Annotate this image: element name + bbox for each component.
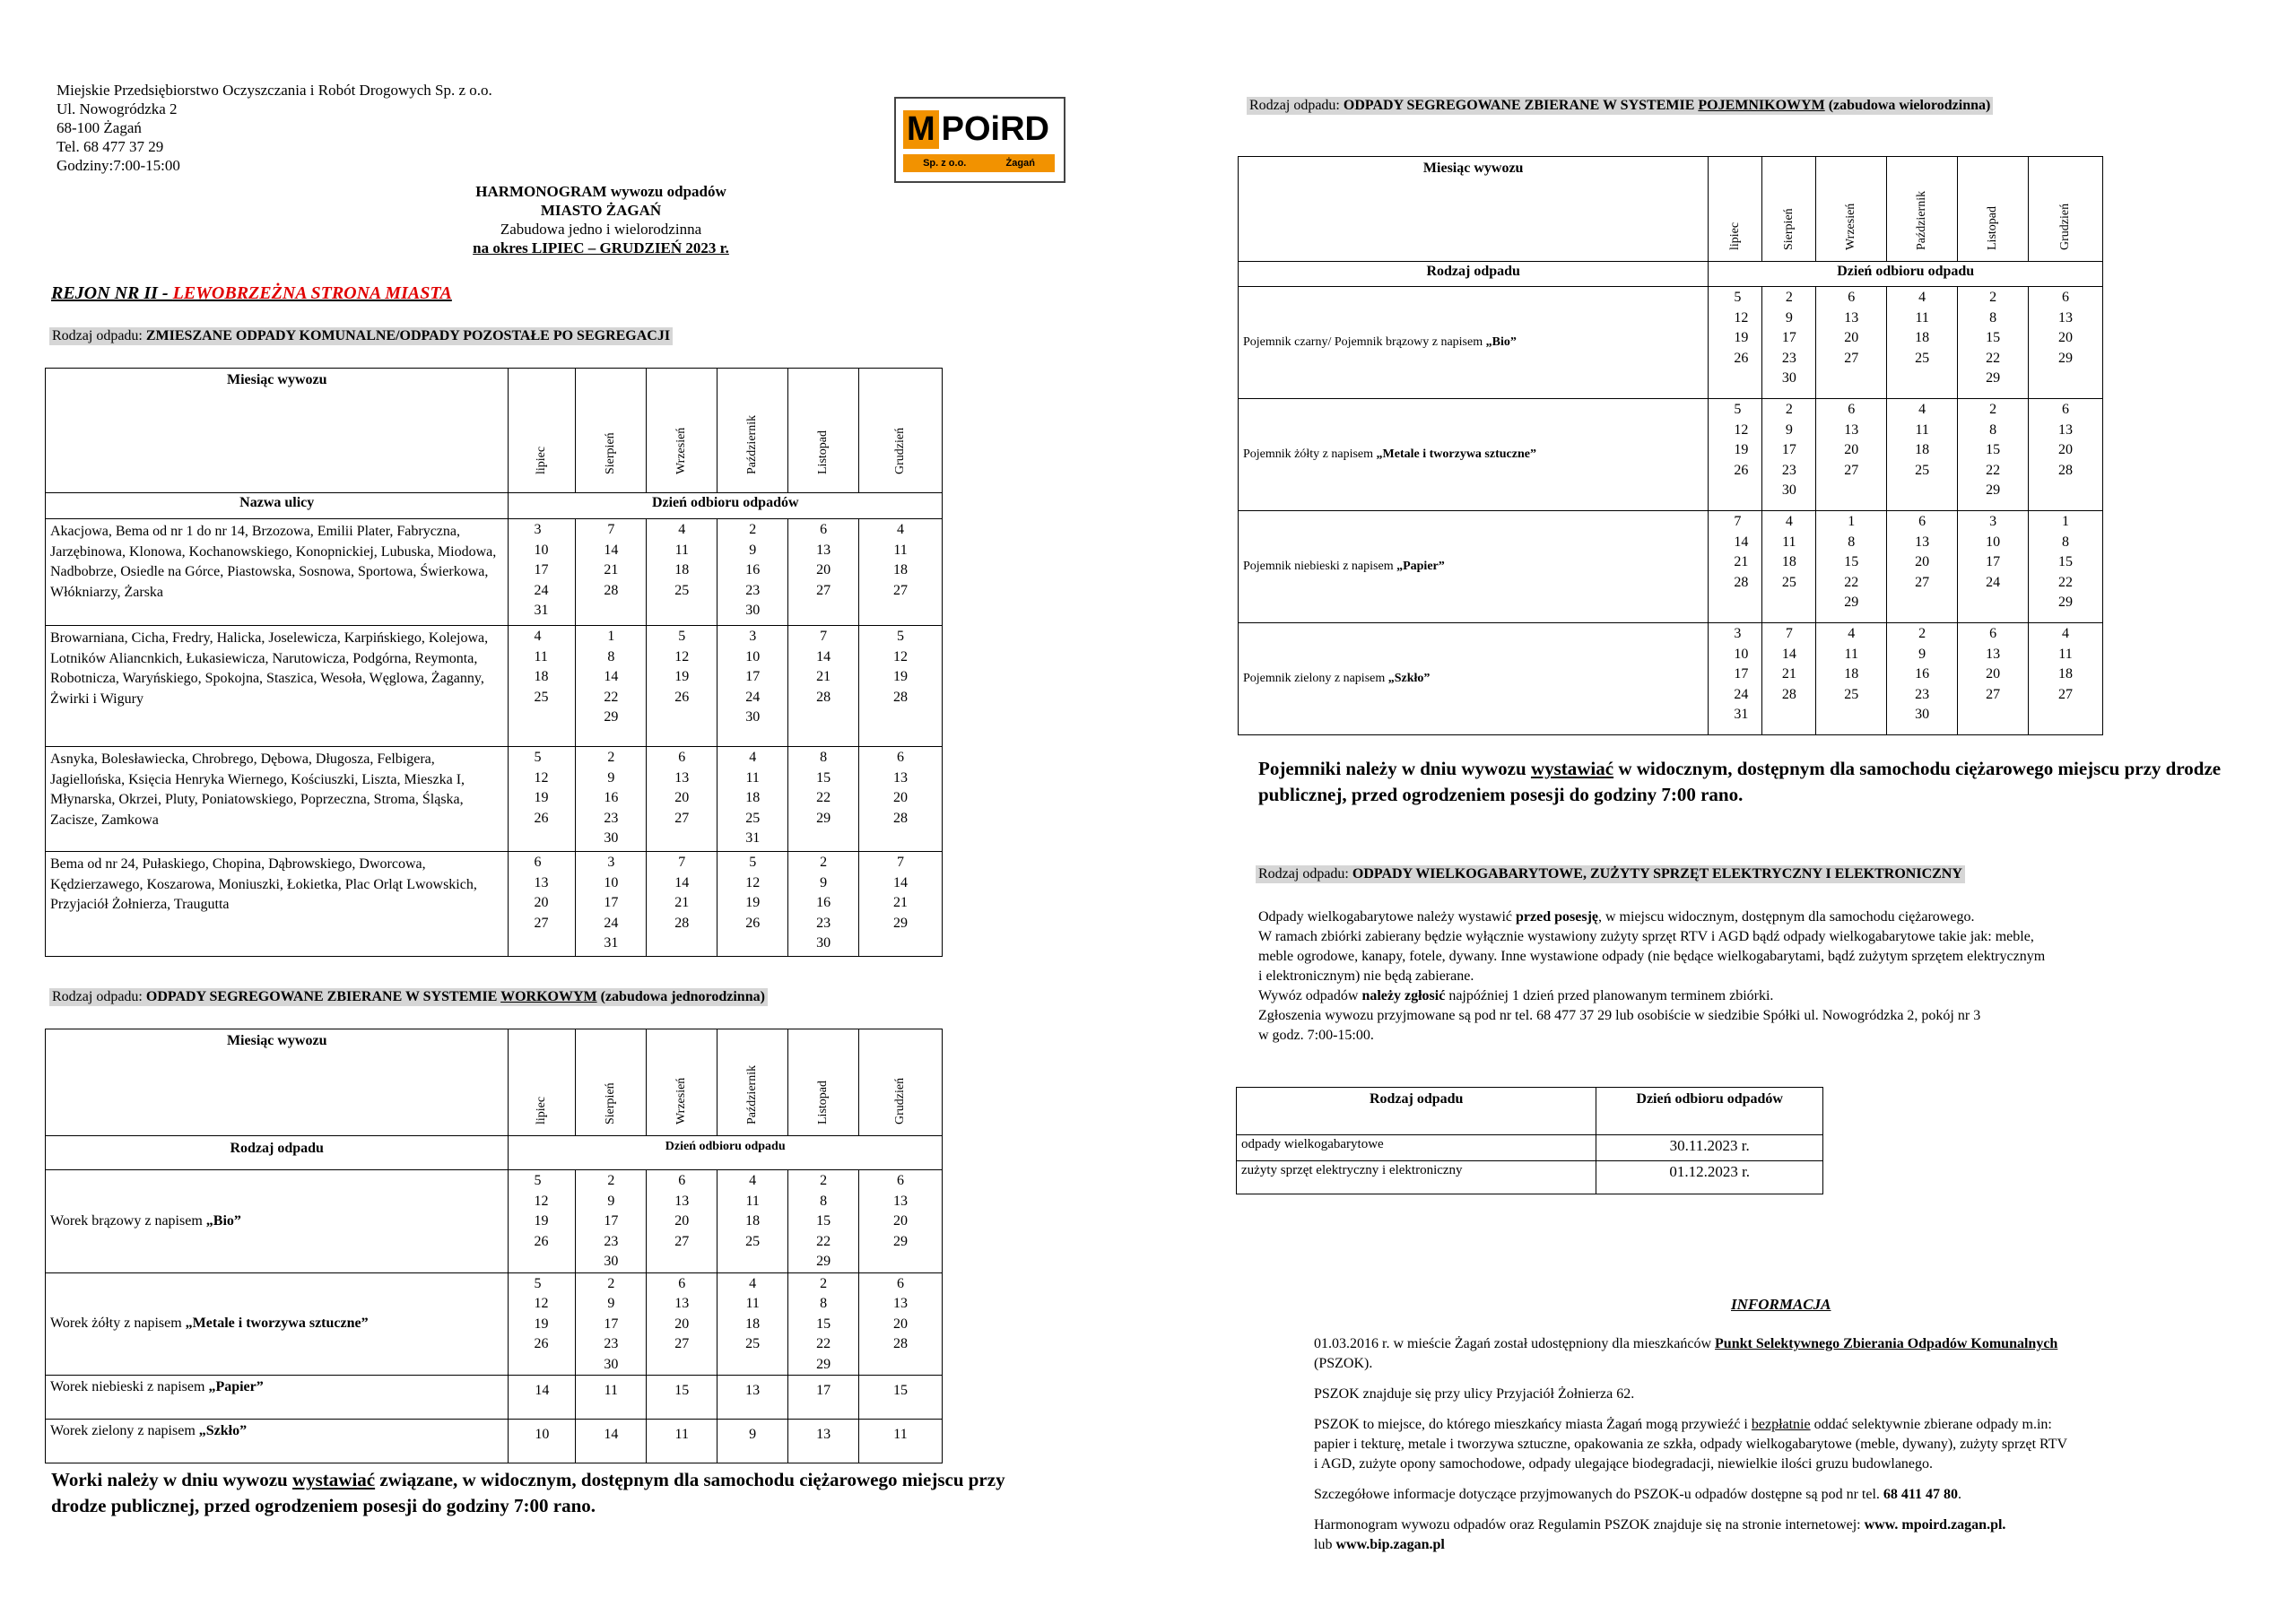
days-cell: 4 11 18 27 — [859, 519, 943, 626]
days-cell: 7 14 21 28 — [1762, 623, 1816, 735]
company-line: Miejskie Przedsiębiorstwo Oczyszczania i Robót Drogowych Sp. z o.o. — [57, 82, 492, 99]
title-line3: Zabudowa jedno i wielorodzinna — [500, 221, 702, 238]
days-cell: 6 13 20 29 — [859, 1170, 943, 1273]
table-row — [1237, 1161, 1823, 1194]
days-cell: 4 11 18 25 — [1816, 623, 1887, 735]
days-cell: 1 8 15 22 29 — [1816, 511, 1887, 623]
month-header: Miesiąc wywozu — [1239, 157, 1709, 262]
days-cell: 9 — [718, 1420, 788, 1463]
days-cell: 6 13 20 27 — [647, 1170, 718, 1273]
street-list: Bema od nr 24, Pułaskiego, Chopina, Dąbrowskiego, Dworcowa, Kędzierzawego, Koszarowa, Moniuszki, Łokietka, Plac Orląt Lwowskich, Przyjaciół Żołnierza, Traugutta — [46, 852, 509, 957]
days-cell: 4 11 18 25 — [1887, 287, 1958, 399]
company-logo — [894, 97, 1065, 183]
month-label: Listopad — [1986, 206, 2000, 250]
table-row — [1239, 399, 2103, 511]
month-header: Miesiąc wywozu — [46, 1029, 509, 1136]
bag-notice: Worki należy w dniu wywozu wystawiać związane, w widocznym, dostępnym dla samochodu ciężarowego miejscu przy drodze publicznej, przed ogrodzeniem posesji do godziny 7:00 rano. — [51, 1469, 1005, 1516]
waste-type: Worek zielony z napisem „Szkło” — [46, 1420, 509, 1463]
month-label: Wrzesień — [1844, 203, 1858, 250]
month-label: Listopad — [816, 430, 831, 474]
table-row — [46, 1420, 943, 1463]
section-bag-system — [49, 988, 768, 1006]
logo-left: Sp. z o.o. — [923, 158, 967, 169]
days-cell: 6 13 20 27 — [788, 519, 859, 626]
waste-type: Pojemnik niebieski z napisem „Papier” — [1239, 511, 1709, 623]
month-label: lipiec — [535, 446, 549, 474]
waste-type: odpady wielkogabarytowe — [1237, 1135, 1596, 1161]
company-line: Tel. 68 477 37 29 — [57, 138, 164, 155]
month-label: lipiec — [1727, 221, 1742, 250]
region-heading — [51, 283, 452, 304]
bag-system-table — [45, 1029, 943, 1463]
month-label: lipiec — [535, 1096, 549, 1125]
days-cell: 6 13 20 27 — [509, 852, 576, 957]
days-cell: 5 12 19 26 — [509, 747, 576, 852]
days-cell: 4 11 18 25 — [1887, 399, 1958, 511]
days-cell: 2 9 16 23 30 — [1887, 623, 1958, 735]
region-prefix: REJON NR II - — [51, 283, 173, 303]
days-cell: 5 12 19 28 — [859, 626, 943, 747]
bulky-waste-table — [1236, 1087, 1823, 1194]
days-cell: 15 — [647, 1376, 718, 1420]
days-cell: 1 8 14 22 29 — [576, 626, 647, 747]
waste-type: Worek żółty z napisem „Metale i tworzywa sztuczne” — [46, 1272, 509, 1376]
days-cell: 6 13 20 27 — [1816, 399, 1887, 511]
days-cell: 6 13 20 29 — [2029, 287, 2103, 399]
section-title: ODPADY SEGREGOWANE ZBIERANE W SYSTEMIE — [145, 989, 501, 1004]
company-line: Godziny:7:00-15:00 — [57, 157, 180, 174]
days-cell: 2 8 15 22 29 — [1958, 287, 2029, 399]
table-row — [46, 747, 943, 852]
company-line: 68-100 Żagań — [57, 119, 142, 136]
days-cell: 6 13 20 28 — [859, 747, 943, 852]
table-row — [1239, 511, 2103, 623]
section-prefix: Rodzaj odpadu: — [1258, 866, 1352, 881]
days-cell: 6 13 20 27 — [1887, 511, 1958, 623]
days-cell: 2 9 17 23 30 — [576, 1272, 647, 1376]
days-cell: 6 13 20 27 — [1816, 287, 1887, 399]
container-system-table — [1238, 156, 2103, 735]
section-title: ODPADY SEGREGOWANE ZBIERANE W SYSTEMIE — [1343, 98, 1699, 113]
pickup-date: 01.12.2023 r. — [1596, 1161, 1823, 1194]
days-cell: 3 10 17 24 31 — [509, 519, 576, 626]
street-list: Asnyka, Bolesławiecka, Chrobrego, Dębowa, Długosza, Felbigera, Jagiellońska, Księcia Henryka Wiernego, Kościuszki, Liszta, Mieszka I, Młynarska, Okrzei, Pluty, Poniatowskiego, Poprzeczna, Stroma, Śląska, Zacisze, Zamkowa — [46, 747, 509, 852]
table-row — [46, 1272, 943, 1376]
days-cell: 2 8 15 22 29 — [788, 1170, 859, 1273]
section-container-system — [1247, 97, 1993, 115]
waste-type: Pojemnik zielony z napisem „Szkło” — [1239, 623, 1709, 735]
pickup-day-header: Dzień odbioru odpadów — [509, 493, 943, 519]
days-cell: 6 13 20 27 — [647, 1272, 718, 1376]
days-cell: 14 — [509, 1376, 576, 1420]
pickup-date: 30.11.2023 r. — [1596, 1135, 1823, 1161]
days-cell: 4 11 18 25 31 — [718, 747, 788, 852]
days-cell: 2 9 17 23 30 — [576, 1170, 647, 1273]
days-cell: 7 14 21 28 — [647, 852, 718, 957]
section-prefix: Rodzaj odpadu: — [52, 328, 146, 343]
waste-type: Pojemnik czarny/ Pojemnik brązowy z napisem „Bio” — [1239, 287, 1709, 399]
days-cell: 7 14 21 28 — [788, 626, 859, 747]
section-bulky-waste — [1256, 865, 1965, 883]
days-cell: 14 — [576, 1420, 647, 1463]
waste-type-header: Rodzaj odpadu — [1239, 262, 1709, 287]
document-title — [341, 182, 861, 257]
section-prefix: Rodzaj odpadu: — [1249, 98, 1344, 113]
month-label: Październik — [1915, 190, 1929, 250]
waste-type: Pojemnik żółty z napisem „Metale i tworzywa sztuczne” — [1239, 399, 1709, 511]
days-cell: 3 10 17 24 31 — [576, 852, 647, 957]
month-label: Grudzień — [893, 1077, 907, 1125]
waste-type-header: Rodzaj odpadu — [46, 1136, 509, 1170]
table-row — [46, 626, 943, 747]
days-cell: 5 12 19 26 — [1709, 287, 1762, 399]
pickup-day-header: Dzień odbioru odpadu — [1709, 262, 2103, 287]
street-header: Nazwa ulicy — [46, 493, 509, 519]
days-cell: 1 8 15 22 29 — [2029, 511, 2103, 623]
days-cell: 8 15 22 29 — [788, 747, 859, 852]
bip-link[interactable]: www.bip.zagan.pl — [1335, 1537, 1445, 1552]
days-cell: 10 — [509, 1420, 576, 1463]
section-title-suffix: (zabudowa wielorodzinna) — [1824, 98, 1991, 113]
pickup-day-header: Dzień odbioru odpadu — [509, 1136, 943, 1170]
region-name: LEWOBRZEŻNA STRONA MIASTA — [172, 283, 452, 303]
days-cell: 4 11 18 25 — [718, 1272, 788, 1376]
days-cell: 3 10 17 24 31 — [1709, 623, 1762, 735]
days-cell: 7 14 21 28 — [1709, 511, 1762, 623]
days-cell: 6 13 20 28 — [2029, 399, 2103, 511]
days-cell: 7 14 21 29 — [859, 852, 943, 957]
days-cell: 7 14 21 28 — [576, 519, 647, 626]
month-label: Październik — [745, 1064, 760, 1125]
logo-right: Żagań — [1005, 158, 1035, 169]
section-prefix: Rodzaj odpadu: — [52, 989, 146, 1004]
days-cell: 4 11 18 25 — [509, 626, 576, 747]
days-cell: 6 13 20 27 — [647, 747, 718, 852]
logo-letter: M — [903, 110, 939, 149]
table-row — [46, 1170, 943, 1273]
section-title-suffix: (zabudowa jednorodzinna) — [596, 989, 765, 1004]
days-cell: 2 9 17 23 30 — [1762, 399, 1816, 511]
table-row — [1239, 623, 2103, 735]
title-line2: MIASTO ŻAGAŃ — [540, 202, 662, 219]
section-mixed-waste — [49, 327, 673, 345]
waste-type: zużyty sprzęt elektryczny i elektroniczny — [1237, 1161, 1596, 1194]
street-list: Browarniana, Cicha, Fredry, Halicka, Joselewicza, Karpińskiego, Kolejowa, Lotników Aliancnkich, Łukasiewicza, Narutowicza, Podgórna, Reymonta, Robotnicza, Waryńskiego, Spokojna, Staszica, Wesoła, Węglowa, Żaganny, Żwirki i Wigury — [46, 626, 509, 747]
days-cell: 5 12 19 26 — [718, 852, 788, 957]
waste-type: Worek brązowy z napisem „Bio” — [46, 1170, 509, 1273]
days-cell: 4 11 18 25 — [647, 519, 718, 626]
section-title: ZMIESZANE ODPADY KOMUNALNE/ODPADY POZOSTAŁE PO SEGREGACJI — [145, 328, 671, 343]
section-title: ODPADY WIELKOGABARYTOWE, ZUŻYTY SPRZĘT ELEKTRYCZNY I ELEKTRONICZNY — [1352, 866, 1962, 881]
days-cell: 6 13 20 27 — [1958, 623, 2029, 735]
website-link[interactable]: www. mpoird.zagan.pl. — [1864, 1517, 2006, 1533]
days-cell: 3 10 17 24 30 — [718, 626, 788, 747]
days-cell: 2 9 17 23 30 — [1762, 287, 1816, 399]
days-cell: 4 11 18 25 — [718, 1170, 788, 1273]
days-cell: 2 9 16 23 30 — [576, 747, 647, 852]
month-label: Sierpień — [604, 1082, 618, 1125]
bulky-description: Odpady wielkogabarytowe należy wystawić przed posesję, w miejscu widocznym, dostępnym dla samochodu ciężarowego. W ramach zbiórki zabierany będzie wyłącznie wystawiony zużyty sprzęt RTV i AGD bądź odpady wielkogabarytowe takie jak: meble, meble ogrodowe, kanapy, fotele, dywany. Inne wystawione odpady (nie będące wielkogabarytami, bądź zużytym sprzętem elektrycznym i elektronicznym) nie będą zabierane. Wywóz odpadów należy zgłosić najpóźniej 1 dzień przed planowanym terminem zbiórki. Zgłoszenia wywozu przyjmowane są pod nr tel. 68 477 37 29 lub osobiście w siedzibie Spółki ul. Nowogródzka 2, pokój nr 3 w godz. 7:00-15:00. — [1258, 909, 2046, 1043]
month-label: Listopad — [816, 1081, 831, 1125]
days-cell: 13 — [718, 1376, 788, 1420]
days-cell: 11 — [647, 1420, 718, 1463]
days-cell: 5 12 19 26 — [509, 1272, 576, 1376]
table-row — [46, 852, 943, 957]
days-cell: 5 12 19 26 — [647, 626, 718, 747]
days-cell: 5 12 19 26 — [1709, 399, 1762, 511]
waste-type-header: Rodzaj odpadu — [1237, 1088, 1596, 1135]
days-cell: 5 12 19 26 — [509, 1170, 576, 1273]
days-cell: 11 — [576, 1376, 647, 1420]
month-label: Sierpień — [1781, 208, 1796, 250]
month-header: Miesiąc wywozu — [46, 369, 509, 493]
days-cell: 13 — [788, 1420, 859, 1463]
days-cell: 11 — [859, 1420, 943, 1463]
table-row — [1239, 287, 2103, 399]
days-cell: 2 9 16 23 30 — [788, 852, 859, 957]
days-cell: 2 8 15 22 29 — [1958, 399, 2029, 511]
month-label: Wrzesień — [674, 1077, 689, 1125]
table-row — [1237, 1135, 1823, 1161]
days-cell: 4 11 18 27 — [2029, 623, 2103, 735]
month-label: Grudzień — [2058, 203, 2072, 250]
info-heading: INFORMACJA — [1731, 1296, 1831, 1313]
month-label: Sierpień — [604, 432, 618, 474]
days-cell: 2 8 15 22 29 — [788, 1272, 859, 1376]
month-label: Grudzień — [893, 427, 908, 474]
month-label: Październik — [745, 414, 760, 474]
street-list: Akacjowa, Bema od nr 1 do nr 14, Brzozowa, Emilii Plater, Fabryczna, Jarzębinowa, Klonowa, Kochanowskiego, Konopnickiej, Lubuska, Miodowa, Nadbobrze, Osiedle na Górce, Piastowska, Sosnowa, Sportowa, Świerkowa, Włókniarzy, Żarska — [46, 519, 509, 626]
waste-type: Worek niebieski z napisem „Papier” — [46, 1376, 509, 1420]
container-notice: Pojemniki należy w dniu wywozu wystawiać w widocznym, dostępnym dla samochodu ciężarowego miejscu przy drodze publicznej, przed ogrodzeniem posesji do godziny 7:00 rano. — [1258, 758, 2222, 805]
table-row — [46, 519, 943, 626]
days-cell: 17 — [788, 1376, 859, 1420]
company-line: Ul. Nowogródzka 2 — [57, 100, 178, 117]
days-cell: 3 10 17 24 — [1958, 511, 2029, 623]
pickup-day-header: Dzień odbioru odpadów — [1596, 1088, 1823, 1135]
section-title-underlined: WORKOWYM — [500, 989, 597, 1004]
section-title-underlined: POJEMNIKOWYM — [1698, 98, 1825, 113]
title-line1: HARMONOGRAM wywozu odpadów — [475, 183, 726, 200]
logo-text: POiRD — [941, 109, 1050, 148]
table-row — [46, 1376, 943, 1420]
days-cell: 4 11 18 25 — [1762, 511, 1816, 623]
days-cell: 15 — [859, 1376, 943, 1420]
month-label: Wrzesień — [674, 427, 689, 474]
info-section: 01.03.2016 r. w mieście Żagań został udostępniony dla mieszkańców Punkt Selektywnego Zbierania Odpadów Komunalnych (PSZOK). PSZOK znajduje się przy ulicy Przyjaciół Żołnierza 62. PSZOK to miejsce, do którego mieszkańcy miasta Żagań mogą przywieźć i bezpłatnie oddać selektywnie zbierane odpady m.in: papier i tekturę, metale i tworzywa sztuczne, opakowania ze szkła, odpady wielkogabarytowe (meble, dywany), zużyty sprzęt RTV i AGD, zużyte opony samochodowe, odpady ulegające biodegradacji, niewielkie ilości gruzu budowlanego. Szczegółowe informacje dotyczące przyjmowanych do PSZOK-u odpadów dostępne są pod nr tel. 68 411 47 80. Harmonogram wywozu odpadów oraz Regulamin PSZOK znajduje się na stronie internetowej: www. mpoird.zagan.pl. lub www.bip.zagan.pl — [1314, 1336, 2068, 1552]
company-info — [57, 81, 492, 175]
days-cell: 2 9 16 23 30 — [718, 519, 788, 626]
mixed-waste-table — [45, 368, 943, 957]
title-period: na okres LIPIEC – GRUDZIEŃ 2023 r. — [473, 239, 729, 256]
days-cell: 6 13 20 28 — [859, 1272, 943, 1376]
